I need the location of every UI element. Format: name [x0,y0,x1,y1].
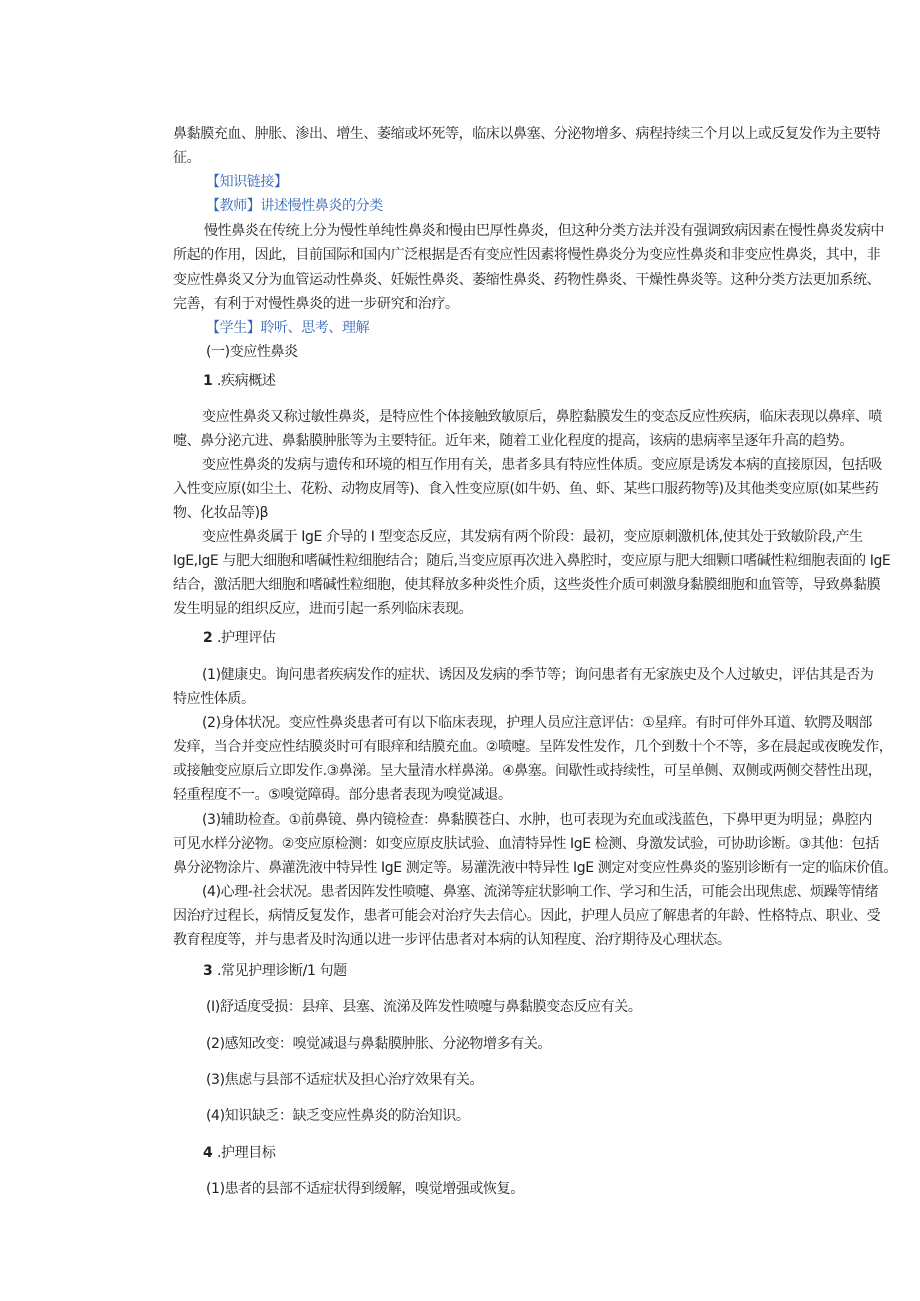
paragraph-line: 教育程度等，并与患者及时沟通以进一步评估患者对本病的认知程度、治疗期待及心理状态。 [173,932,731,948]
list-item: (4)知识缺乏：缺乏变应性鼻炎的防治知识。 [206,1108,470,1124]
paragraph-line: 发痒，当合并变应性结膜炎时可有眼痒和结膜充血。②喷嚏。呈阵发性发作，几个到数十个不等，多在晨起或夜晚发作， [173,739,893,755]
paragraph-line: (1)健康史。询问患者疾病发作的症状、诱因及发病的季节等；询问患者有无家族史及个人过敏史，评估其是否为 [202,667,874,683]
list-item: (I)舒适度受损：县痒、县塞、流涕及阵发性喷嚏与鼻黏膜变态反应有关。 [206,999,642,1015]
knowledge-link-heading: 【知识链接】 [206,174,288,190]
teacher-note: 【教师】讲述慢性鼻炎的分类 [206,198,383,214]
list-item: (2)感知改变：嗅觉减退与鼻黏膜肿胀、分泌物增多有关。 [206,1036,552,1052]
paragraph-line: 鼻分泌物涂片、鼻灌洗液中特异性 IgE 测定等。易灌洗液中特异性 IgE 测定对变应性鼻炎的鉴别诊断有一定的临床价值。 [173,860,897,876]
paragraph-line: 变应性鼻炎又称过敏性鼻炎，是特应性个体接触致敏原后，鼻腔黏膜发生的变态反应性疾病，临床表现以鼻痒、喷 [202,409,882,425]
heading-number: 3 [203,963,213,979]
paragraph-line: 物、化妆品等)β [173,505,269,521]
paragraph-line: (3)辅助检查。①前鼻镜、鼻内镜检查：鼻黏膜苍白、水肿，也可表现为充血或浅蓝色，下鼻甲更为明显；鼻腔内 [202,812,872,828]
paragraph-line: 嚏、鼻分泌亢进、鼻黏膜肿胀等为主要特征。近年来，随着工业化程度的提高，该病的患病率呈逐年升高的趋势。 [173,433,853,449]
paragraph-line: 发生明显的组织反应，进而引起一系列临床表现。 [173,601,473,617]
paragraph-line: 因治疗过程长，病情反复发作，患者可能会对治疗失去信心。因此，护理人员应了解患者的年龄、性格特点、职业、受 [173,908,881,924]
heading-title: .疾病概述 [217,373,276,389]
paragraph-line: IgE,IgE 与肥大细胞和嗜碱性粒细胞结合；随后,当变应原再次进入鼻腔时，变应原与肥大细颗口嗜碱性粒细胞表面的 IgE [173,553,891,569]
paragraph-line: 变应性鼻炎又分为血管运动性鼻炎、妊娠性鼻炎、萎缩性鼻炎、药物性鼻炎、干燥性鼻炎等。这种分类方法更加系统、 [173,272,881,288]
paragraph-line: (4)心理-社会状况。患者因阵发性喷嚏、鼻塞、流涕等症状影响工作、学习和生活，可能会出现焦虑、烦躁等情绪 [202,884,879,900]
list-item: (1)患者的县部不适症状得到缓解，嗅觉增强或恢复。 [206,1181,524,1197]
section-title: (一)变应性鼻炎 [206,344,298,360]
heading-title: .护理目标 [217,1145,276,1161]
intro-line: 征。 [173,150,201,166]
paragraph-line: 轻重程度不一。⑤嗅觉障碍。部分患者表现为嗅觉减退。 [173,787,512,803]
paragraph-line: 结合，激活肥大细胞和嗜碱性粒细胞，使其释放多种炎性介质，这些炎性介质可刺激身黏膜细胞和血管等，导致鼻黏膜 [173,577,881,593]
paragraph-line: 或接触变应原后立即发作.③鼻涕。呈大量清水样鼻涕。④鼻塞。间歇性或持续性，可呈单侧、双侧或两侧交替性出现， [173,763,882,779]
paragraph-line: 可见水样分泌物。②变应原检测：如变应原皮肤试验、血清特异性 IgE 检测、身激发试验，可协助诊断。③其他：包括 [173,836,879,852]
paragraph-line: 入性变应原(如尘土、花粉、动物皮屑等)、食入性变应原(如牛奶、鱼、虾、某些口服药物等)及其他类变应原(如某些药 [173,481,879,497]
heading-number: 4 [203,1145,213,1161]
intro-line: 鼻黏膜充血、肿胀、渗出、增生、萎缩或坏死等，临床以鼻塞、分泌物增多、病程持续三个月以上或反复发作为主要特 [173,126,881,142]
paragraph-line: (2)身体状况。变应性鼻炎患者可有以下临床表现，护理人员应注意评估：①星痒。有时可伴外耳道、软腭及咽部 [202,715,872,731]
paragraph-line: 变应性鼻炎属于 IgE 介导的 I 型变态反应，其发病有两个阶段：最初，变应原刺激机体,使其处于致敏阶段,产生 [202,529,863,545]
paragraph-line: 特应性体质。 [173,691,255,707]
heading-number: 2 [203,630,213,646]
student-note: 【学生】聆听、思考、理解 [206,320,370,336]
heading-number: 1 [203,373,213,389]
list-item: (3)焦虑与县部不适症状及担心治疗效果有关。 [206,1072,484,1088]
paragraph-line: 慢性鼻炎在传统上分为慢性单纯性鼻炎和慢由巴厚性鼻炎，但这种分类方法并没有强调致病因素在慢性鼻炎发病中 [204,223,884,239]
paragraph-line: 所起的作用，因此，目前国际和国内广泛根据是否有变应性因素将慢性鼻炎分为变应性鼻炎和非变应性鼻炎，其中，非 [173,247,881,263]
heading-title: .护理评估 [217,630,276,646]
paragraph-line: 完善，有利于对慢性鼻炎的进一步研究和治疗。 [173,296,459,312]
paragraph-line: 变应性鼻炎的发病与遗传和环境的相互作用有关，患者多具有特应性体质。变应原是诱发本病的直接原因，包括吸 [202,457,882,473]
heading-title: .常见护理诊断/1 句题 [217,963,347,979]
